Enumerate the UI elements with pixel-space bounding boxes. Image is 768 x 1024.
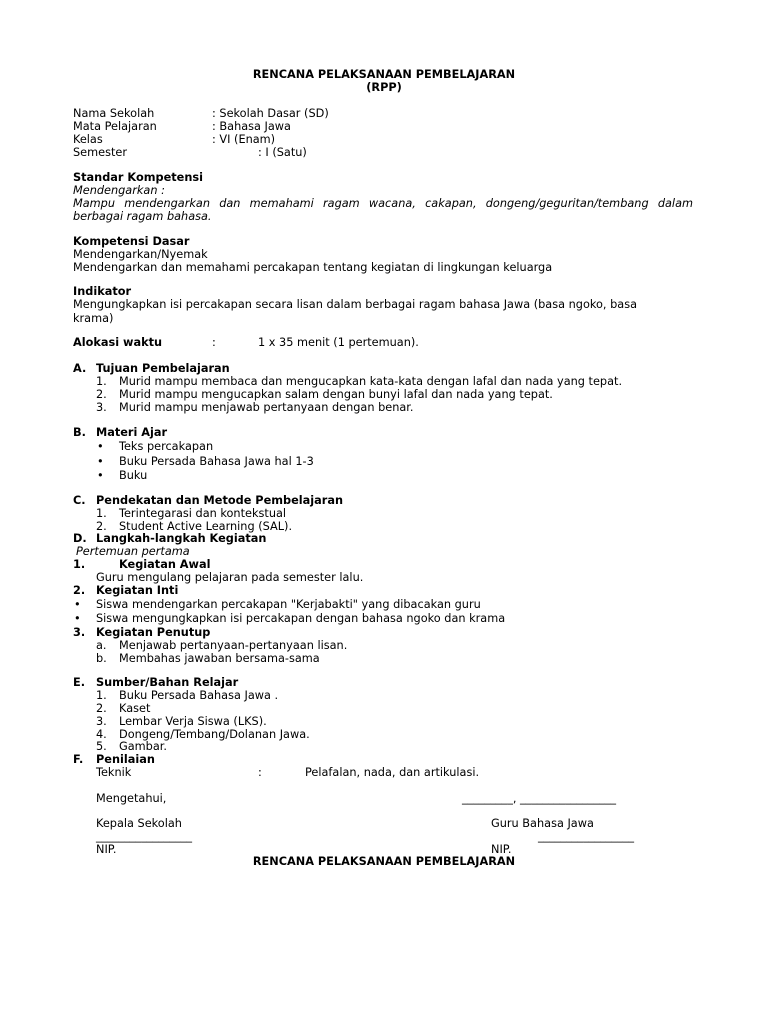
list-item: Buku [119, 469, 148, 482]
date-line: _________, _________________ [462, 792, 617, 805]
list-item: Menjawab pertanyaan-pertanyaan lisan. [119, 639, 348, 652]
list-item: Siswa mengungkapkan isi percakapan dengan bahasa ngoko dan krama [96, 612, 506, 625]
list-number: b. [96, 652, 107, 665]
step-heading: Kegiatan Inti [96, 584, 179, 597]
kd-text-line: Mendengarkan dan memahami percakapan tentang kegiatan di lingkungan keluarga [73, 261, 553, 274]
list-item: Buku Persada Bahasa Jawa . [119, 689, 279, 702]
alokasi-label: Alokasi waktu [73, 336, 163, 349]
sk-text-line: Mampu mendengarkan dan memahami ragam wacana, cakapan, dongeng/geguritan/tembang dalam [73, 197, 693, 210]
list-number: 4. [96, 728, 107, 741]
guru-label: Guru Bahasa Jawa [491, 817, 594, 830]
section-f-heading: Penilaian [96, 753, 155, 766]
list-item: Murid mampu mengucapkan salam dengan bunyi lafal dan nada yang tepat. [119, 388, 553, 401]
indikator-heading: Indikator [73, 285, 132, 298]
identity-label: Semester [73, 146, 127, 159]
signature-line-left: _________________ [96, 830, 193, 843]
nip-left: NIP. [96, 843, 117, 856]
list-number: 1. [96, 507, 107, 520]
step-heading: Kegiatan Penutup [96, 626, 211, 639]
nip-right: NIP. [491, 843, 512, 856]
section-d-letter: D. [73, 532, 87, 545]
mengetahui-label: Mengetahui, [96, 792, 167, 805]
bullet-icon: • [74, 612, 81, 625]
list-number: a. [96, 639, 107, 652]
list-item: Student Active Learning (SAL). [119, 520, 293, 533]
step-number: 1. [73, 558, 86, 571]
section-a-letter: A. [73, 362, 87, 375]
step-heading: Kegiatan Awal [119, 558, 211, 571]
doc-title: RENCANA PELAKSANAAN PEMBELAJARAN [252, 68, 516, 81]
list-number: 5. [96, 740, 107, 753]
footer-title: RENCANA PELAKSANAAN PEMBELAJARAN [252, 855, 516, 868]
list-item: Membahas jawaban bersama-sama [119, 652, 320, 665]
kd-text-line: Mendengarkan/Nyemak [73, 248, 208, 261]
meeting-label: Pertemuan pertama [76, 545, 190, 558]
alokasi-value: 1 x 35 menit (1 pertemuan). [258, 336, 419, 349]
identity-value: : VI (Enam) [212, 133, 276, 146]
list-number: 1. [96, 689, 107, 702]
teknik-value: Pelafalan, nada, dan artikulasi. [305, 766, 480, 779]
list-number: 1. [96, 375, 107, 388]
list-item: Dongeng/Tembang/Dolanan Jawa. [119, 728, 310, 741]
identity-label: Mata Pelajaran [73, 120, 157, 133]
list-item: Teks percakapan [119, 440, 214, 453]
kepala-sekolah-label: Kepala Sekolah [96, 817, 182, 830]
section-e-letter: E. [73, 676, 86, 689]
list-number: 3. [96, 401, 107, 414]
list-number: 2. [96, 520, 107, 533]
list-number: 2. [96, 388, 107, 401]
list-item: Siswa mendengarkan percakapan "Kerjabakti" yang dibacakan guru [96, 598, 481, 611]
section-d-heading: Langkah-langkah Kegiatan [96, 532, 267, 545]
identity-value: : I (Satu) [258, 146, 307, 159]
step-number: 3. [73, 626, 86, 639]
bullet-icon: • [74, 598, 81, 611]
identity-label: Kelas [73, 133, 103, 146]
doc-subtitle: (RPP) [366, 81, 402, 94]
section-b-heading: Materi Ajar [96, 426, 168, 439]
list-item: Gambar. [119, 740, 167, 753]
list-item: Murid mampu menjawab pertanyaan dengan benar. [119, 401, 414, 414]
section-c-letter: C. [73, 494, 86, 507]
identity-label: Nama Sekolah [73, 107, 155, 120]
sk-text-line: berbagai ragam bahasa. [73, 210, 212, 223]
identity-value: : Bahasa Jawa [212, 120, 291, 133]
section-f-letter: F. [73, 753, 84, 766]
step-text: Guru mengulang pelajaran pada semester lalu. [96, 571, 364, 584]
list-item: Lembar Verja Siswa (LKS). [119, 715, 267, 728]
alokasi-colon: : [212, 336, 216, 349]
sk-sub: Mendengarkan : [73, 184, 165, 197]
kd-heading: Kompetensi Dasar [73, 235, 190, 248]
teknik-colon: : [258, 766, 262, 779]
section-b-letter: B. [73, 426, 86, 439]
bullet-icon: • [97, 455, 104, 468]
list-item: Terintegarasi dan kontekstual [119, 507, 287, 520]
list-item: Kaset [119, 702, 151, 715]
list-item: Murid mampu membaca dan mengucapkan kata-kata dengan lafal dan nada yang tepat. [119, 375, 623, 388]
identity-value: : Sekolah Dasar (SD) [212, 107, 329, 120]
bullet-icon: • [97, 469, 104, 482]
indikator-text-line: krama) [73, 312, 114, 325]
sk-heading: Standar Kompetensi [73, 171, 203, 184]
section-a-heading: Tujuan Pembelajaran [96, 362, 230, 375]
teknik-label: Teknik [96, 766, 132, 779]
list-item: Buku Persada Bahasa Jawa hal 1-3 [119, 455, 314, 468]
list-number: 3. [96, 715, 107, 728]
indikator-text-line: Mengungkapkan isi percakapan secara lisan dalam berbagai ragam bahasa Jawa (basa ngoko, basa [73, 298, 637, 311]
bullet-icon: • [97, 440, 104, 453]
signature-line-right: _________________ [538, 830, 635, 843]
section-c-heading: Pendekatan dan Metode Pembelajaran [96, 494, 343, 507]
section-e-heading: Sumber/Bahan Relajar [96, 676, 239, 689]
list-number: 2. [96, 702, 107, 715]
step-number: 2. [73, 584, 86, 597]
